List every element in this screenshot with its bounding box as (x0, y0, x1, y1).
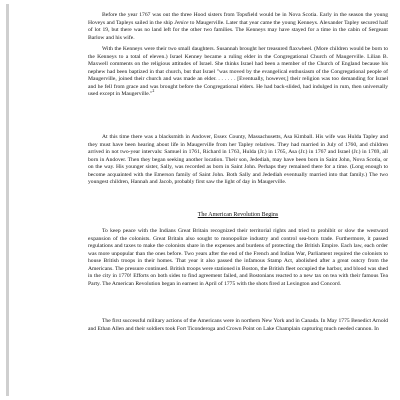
paragraph-text: The first successful military actions of the Americans were in northern New York and in Canada. In May 1775 Benedict Arnold and Ethan Allen and their soldiers took Fort Ticonderoga and Crown Point on Lake Champlain capturing much needed cannon. In (88, 318, 388, 332)
paragraph-hood-sisters (88, 12, 388, 42)
scan-edge-shadow (6, 4, 9, 396)
paragraph-text: At this time there was a blacksmith in Andover, Essex County, Massachusetts, Asa Kimball. His wife was Hulda Tapley and they must have been hearing about life in Maugerville from her Tapley relatives. They had married in July of 1760, and children arrived in not two-year intervals: Samuel in 1761, Richard in 1763, Hulda (Jr.) in 1765, Asa (Jr.) in 1767 and Israel (Jr.) in 1769, all born in Andover. Then they began seeking another location. Their son, Jedediah, may have been born in Saint John, Nova Scotia, or on the way. His younger sister, Sally, was recorded as born in Saint John. Perhaps they remained there for a time. (Long enough to become acquainted with the Emerson family of Saint John. Both Sally and Jedediah eventually married into that family.) The two youngest children, Hannah and Jacob, probably first saw the light of day in Maugerville. (88, 134, 388, 185)
paragraph-text: With the Kenneys were their two small daughters. Susannah brought her treasured flaxwheel. (More children would be born to the Kenneys to a total of eleven.) Israel Kenney became a ruling elder in the Congregational Church of Maugerville. Lilian B. Maxwell comments on the religious attitudes of Israel. She thinks Israel had been a member of the Church of England because his nephew had been baptized in that church, but that Israel "was moved by the evangelical enthusiasm of the Congregational people of Maugerville, joined their church and was made an elder. . . . . . . [Eventually, however,] their religion was too demanding for Israel and he fell from grace and was brought before the Congregational elders. He had back-slided, had indulged in rum, then universally used except in Maugerville." (88, 46, 388, 97)
paragraph-revolution (88, 228, 388, 288)
paragraph-lead: Before the year 1767 was out the three Hood sisters from Topsfield would be in Nova Scotia. Early in the season the young Hoveys and Tapleys sailed in the ship (88, 12, 388, 26)
paragraph-kenneys (88, 46, 388, 99)
footnote-marker: 2 (152, 88, 155, 94)
paragraph-kimball (88, 134, 388, 187)
section-heading: The American Revolution Begins (197, 212, 279, 218)
paragraph-military (88, 318, 388, 333)
ship-name: Jenice (174, 19, 189, 26)
paragraph-text: To keep peace with the Indians Great Britain recognized their territorial rights and tried to prohibit or slow the westward expansion of the colonists. Great Britain also sought to monopolize industry and control sea-born trade. Furthermore, it passed regulations and taxes to make the colonists share in the expenses and burdens of protecting the British Empire. Each law, each order was more unpopular than the ones before. Two years after the end of the French and Indian War, Parliament required the colonists to house British troops in their homes. That year it also passed the infamous Stamp Act, abolished after a great outcry from the Americans. The pressure continued. British troops were stationed in Boston, the British fleet occupied the harbor, and blood was shed in the city in 1770! Efforts on both sides to find agreement failed, and Bostonians reacted to a new tax on tea with their famous Tea Party. The American Revolution began in earnest in April of 1775 with the shots fired at Lexington and Concord. (88, 228, 388, 287)
paragraph-tail: to Maugerville. Later that year came the young Kenneys. Alexander Tapley secured half of lot 19, but there was no land left for the other two families. The Kenneys may have stayed for a time in the cabin of Sergeant Barlow and his wife. (88, 19, 388, 41)
